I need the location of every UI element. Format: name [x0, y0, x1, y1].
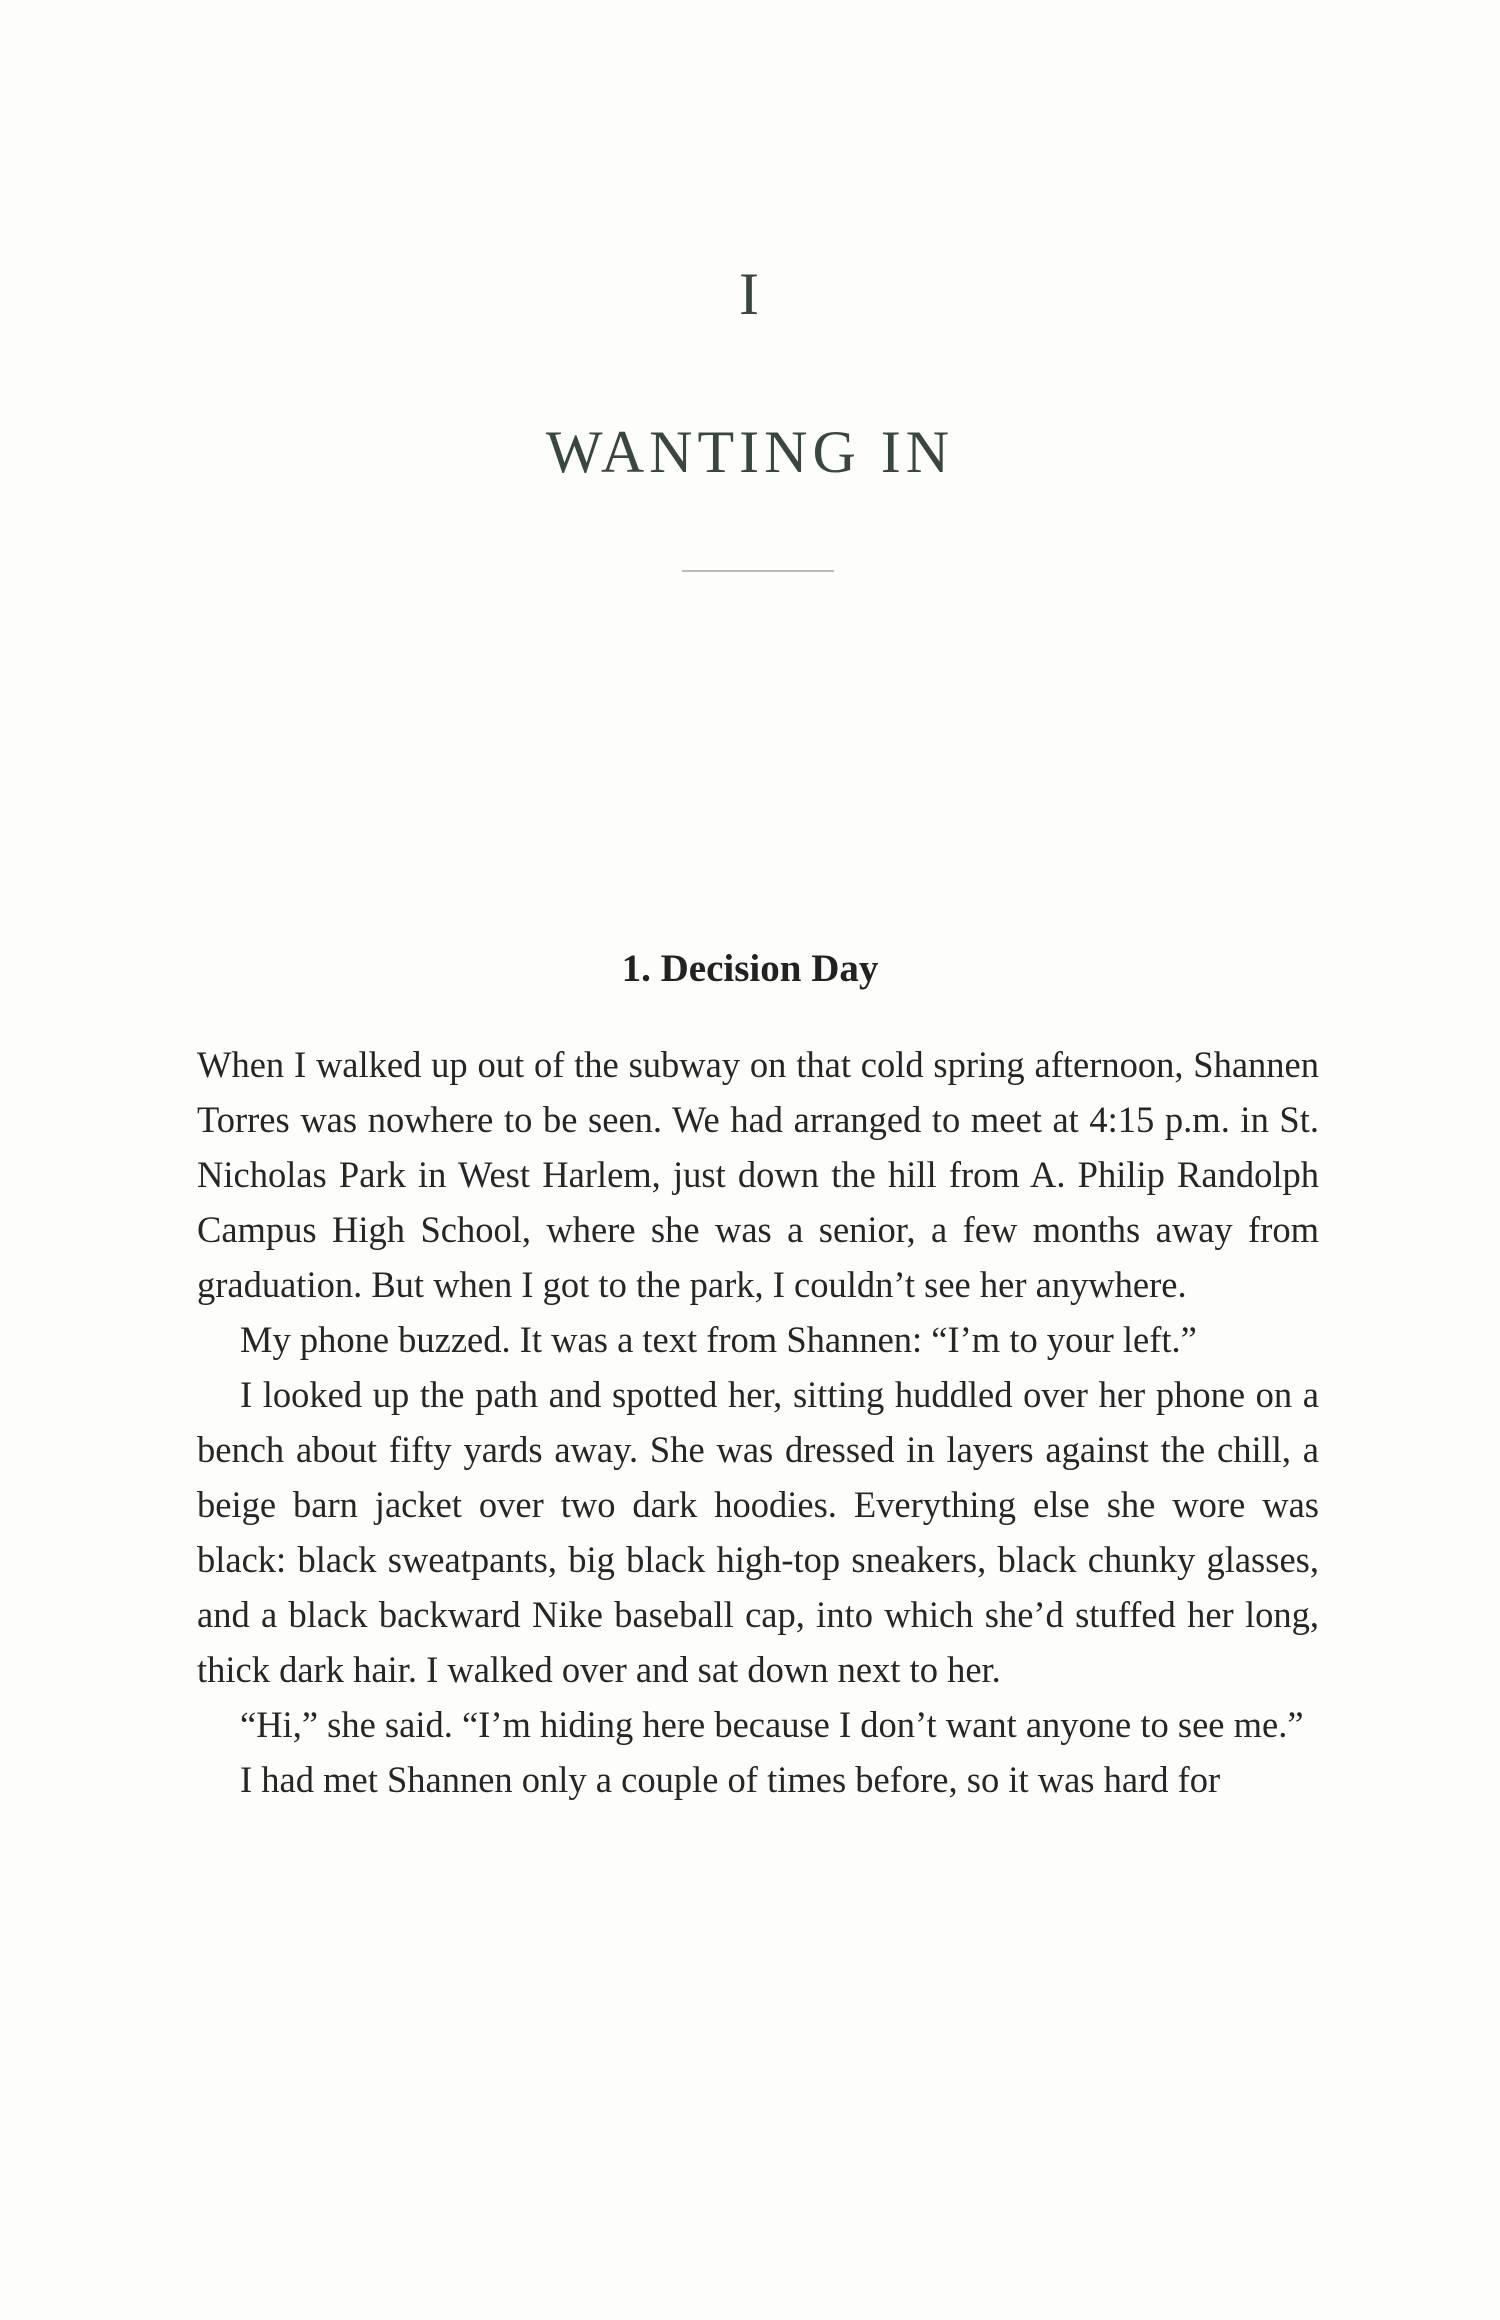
paragraph: “Hi,” she said. “I’m hiding here because I don’t want anyone to see me.”: [240, 1704, 1304, 1745]
part-title: WANTING IN: [545, 419, 955, 485]
paragraph: I looked up the path and spotted her, sitting huddled over her phone on a bench about fifty yards away. She was dressed in layers against the chill, a beige barn jacket over two dark hoodies. Everything else she wore was black: black sweatpants, big black high-top sneakers, black chunky glasses, and a black backward Nike baseball cap, into which she’d stuffed her long, thick dark hair. I walked over and sat down next to her.: [197, 1374, 1319, 1690]
part-number: I: [739, 261, 761, 327]
paragraph: I had met Shannen only a couple of times before, so it was hard for: [240, 1759, 1221, 1800]
title-divider: [682, 570, 834, 572]
paragraph: My phone buzzed. It was a text from Shannen: “I’m to your left.”: [240, 1319, 1197, 1360]
chapter-body: [197, 1037, 1319, 1807]
paragraph: When I walked up out of the subway on that cold spring afternoon, Shannen Torres was nowhere to be seen. We had arranged to meet at 4:15 p.m. in St. Nicholas Park in West Harlem, just down the hill from A. Philip Randolph Campus High School, where she was a senior, a few months away from graduation. But when I got to the park, I couldn’t see her anywhere.: [197, 1044, 1319, 1305]
chapter-title: 1. Decision Day: [621, 947, 879, 990]
